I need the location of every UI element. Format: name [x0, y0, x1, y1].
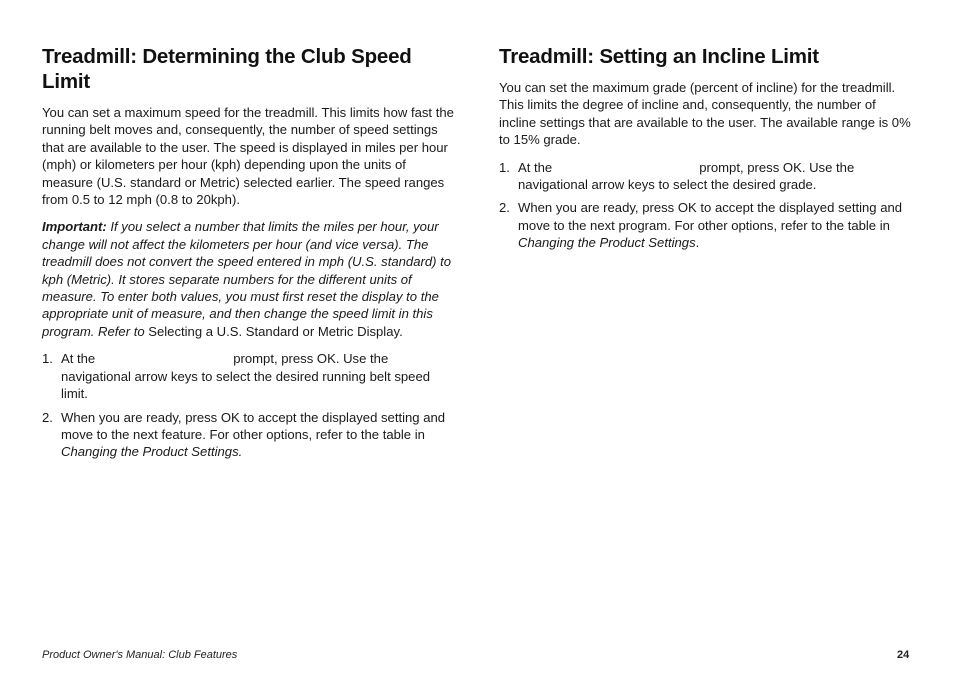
speed-limit-intro: You can set a maximum speed for the treadmill. This limits how fast the running belt moves and, consequently, the number of speed settings that are available to the user. The speed is displayed in miles per hour (mph) or kilometers per hour (kph) depending upon the units of measure (U.S. standard or Metric) selected earlier. The speed ranges from 0.5 to 12 mph (0.8 to 20kph).: [42, 105, 454, 208]
step-number: 1.: [499, 159, 510, 175]
step-cross-reference: Changing the Product Settings: [518, 235, 696, 251]
list-item: [499, 159, 911, 194]
important-label: Important:: [42, 219, 107, 235]
step-text-tail: .: [695, 235, 700, 251]
footer-title: Product Owner's Manual: Club Features: [42, 649, 238, 661]
important-text: If you select a number that limits the miles per hour, your change will not affect the kilometers per hour (and vice versa). The treadmill does not convert the speed entered in mph (U.S. standard) to kph (Metric). It stores separate numbers for the different units of measure. To enter both values, you must first reset the display to the appropriate unit of measure, and then change the speed limit in this program. Refer to: [42, 219, 452, 339]
important-note: [42, 218, 456, 340]
list-item: [42, 350, 456, 402]
right-column: [499, 44, 911, 258]
speed-limit-steps: [42, 350, 456, 460]
list-item: [42, 409, 456, 461]
section-title-speed-limit: Treadmill: Determining the Club Speed Limit: [42, 45, 412, 93]
step-text-after: prompt, press OK. Use the navigational arrow keys to select the desired running belt speed limit.: [61, 351, 431, 402]
important-cross-reference: Selecting a U.S. Standard or Metric Display.: [148, 323, 403, 339]
step-text: When you are ready, press OK to accept the displayed setting and move to the next program. For other options, refer to the table in: [518, 200, 903, 233]
section-title-incline-limit: Treadmill: Setting an Incline Limit: [499, 45, 819, 68]
step-number: 2.: [499, 200, 510, 216]
page-number: 24: [897, 649, 910, 661]
step-text-before: At the: [61, 351, 96, 367]
step-number: 1.: [42, 351, 53, 367]
left-column: [42, 44, 456, 467]
step-text-before: At the: [518, 159, 553, 175]
incline-limit-steps: [499, 159, 911, 252]
step-text: When you are ready, press OK to accept the displayed setting and move to the next feature. For other options, refer to the table in: [61, 409, 446, 442]
incline-limit-intro: You can set the maximum grade (percent of incline) for the treadmill. This limits the degree of incline and, consequently, the number of incline settings that are available to the user. The available range is 0% to 15% grade.: [499, 80, 911, 148]
list-item: [499, 199, 911, 251]
step-text-after: prompt, press OK. Use the navigational arrow keys to select the desired grade.: [518, 159, 855, 193]
step-cross-reference: Changing the Product Settings.: [61, 444, 243, 460]
step-number: 2.: [42, 409, 53, 425]
